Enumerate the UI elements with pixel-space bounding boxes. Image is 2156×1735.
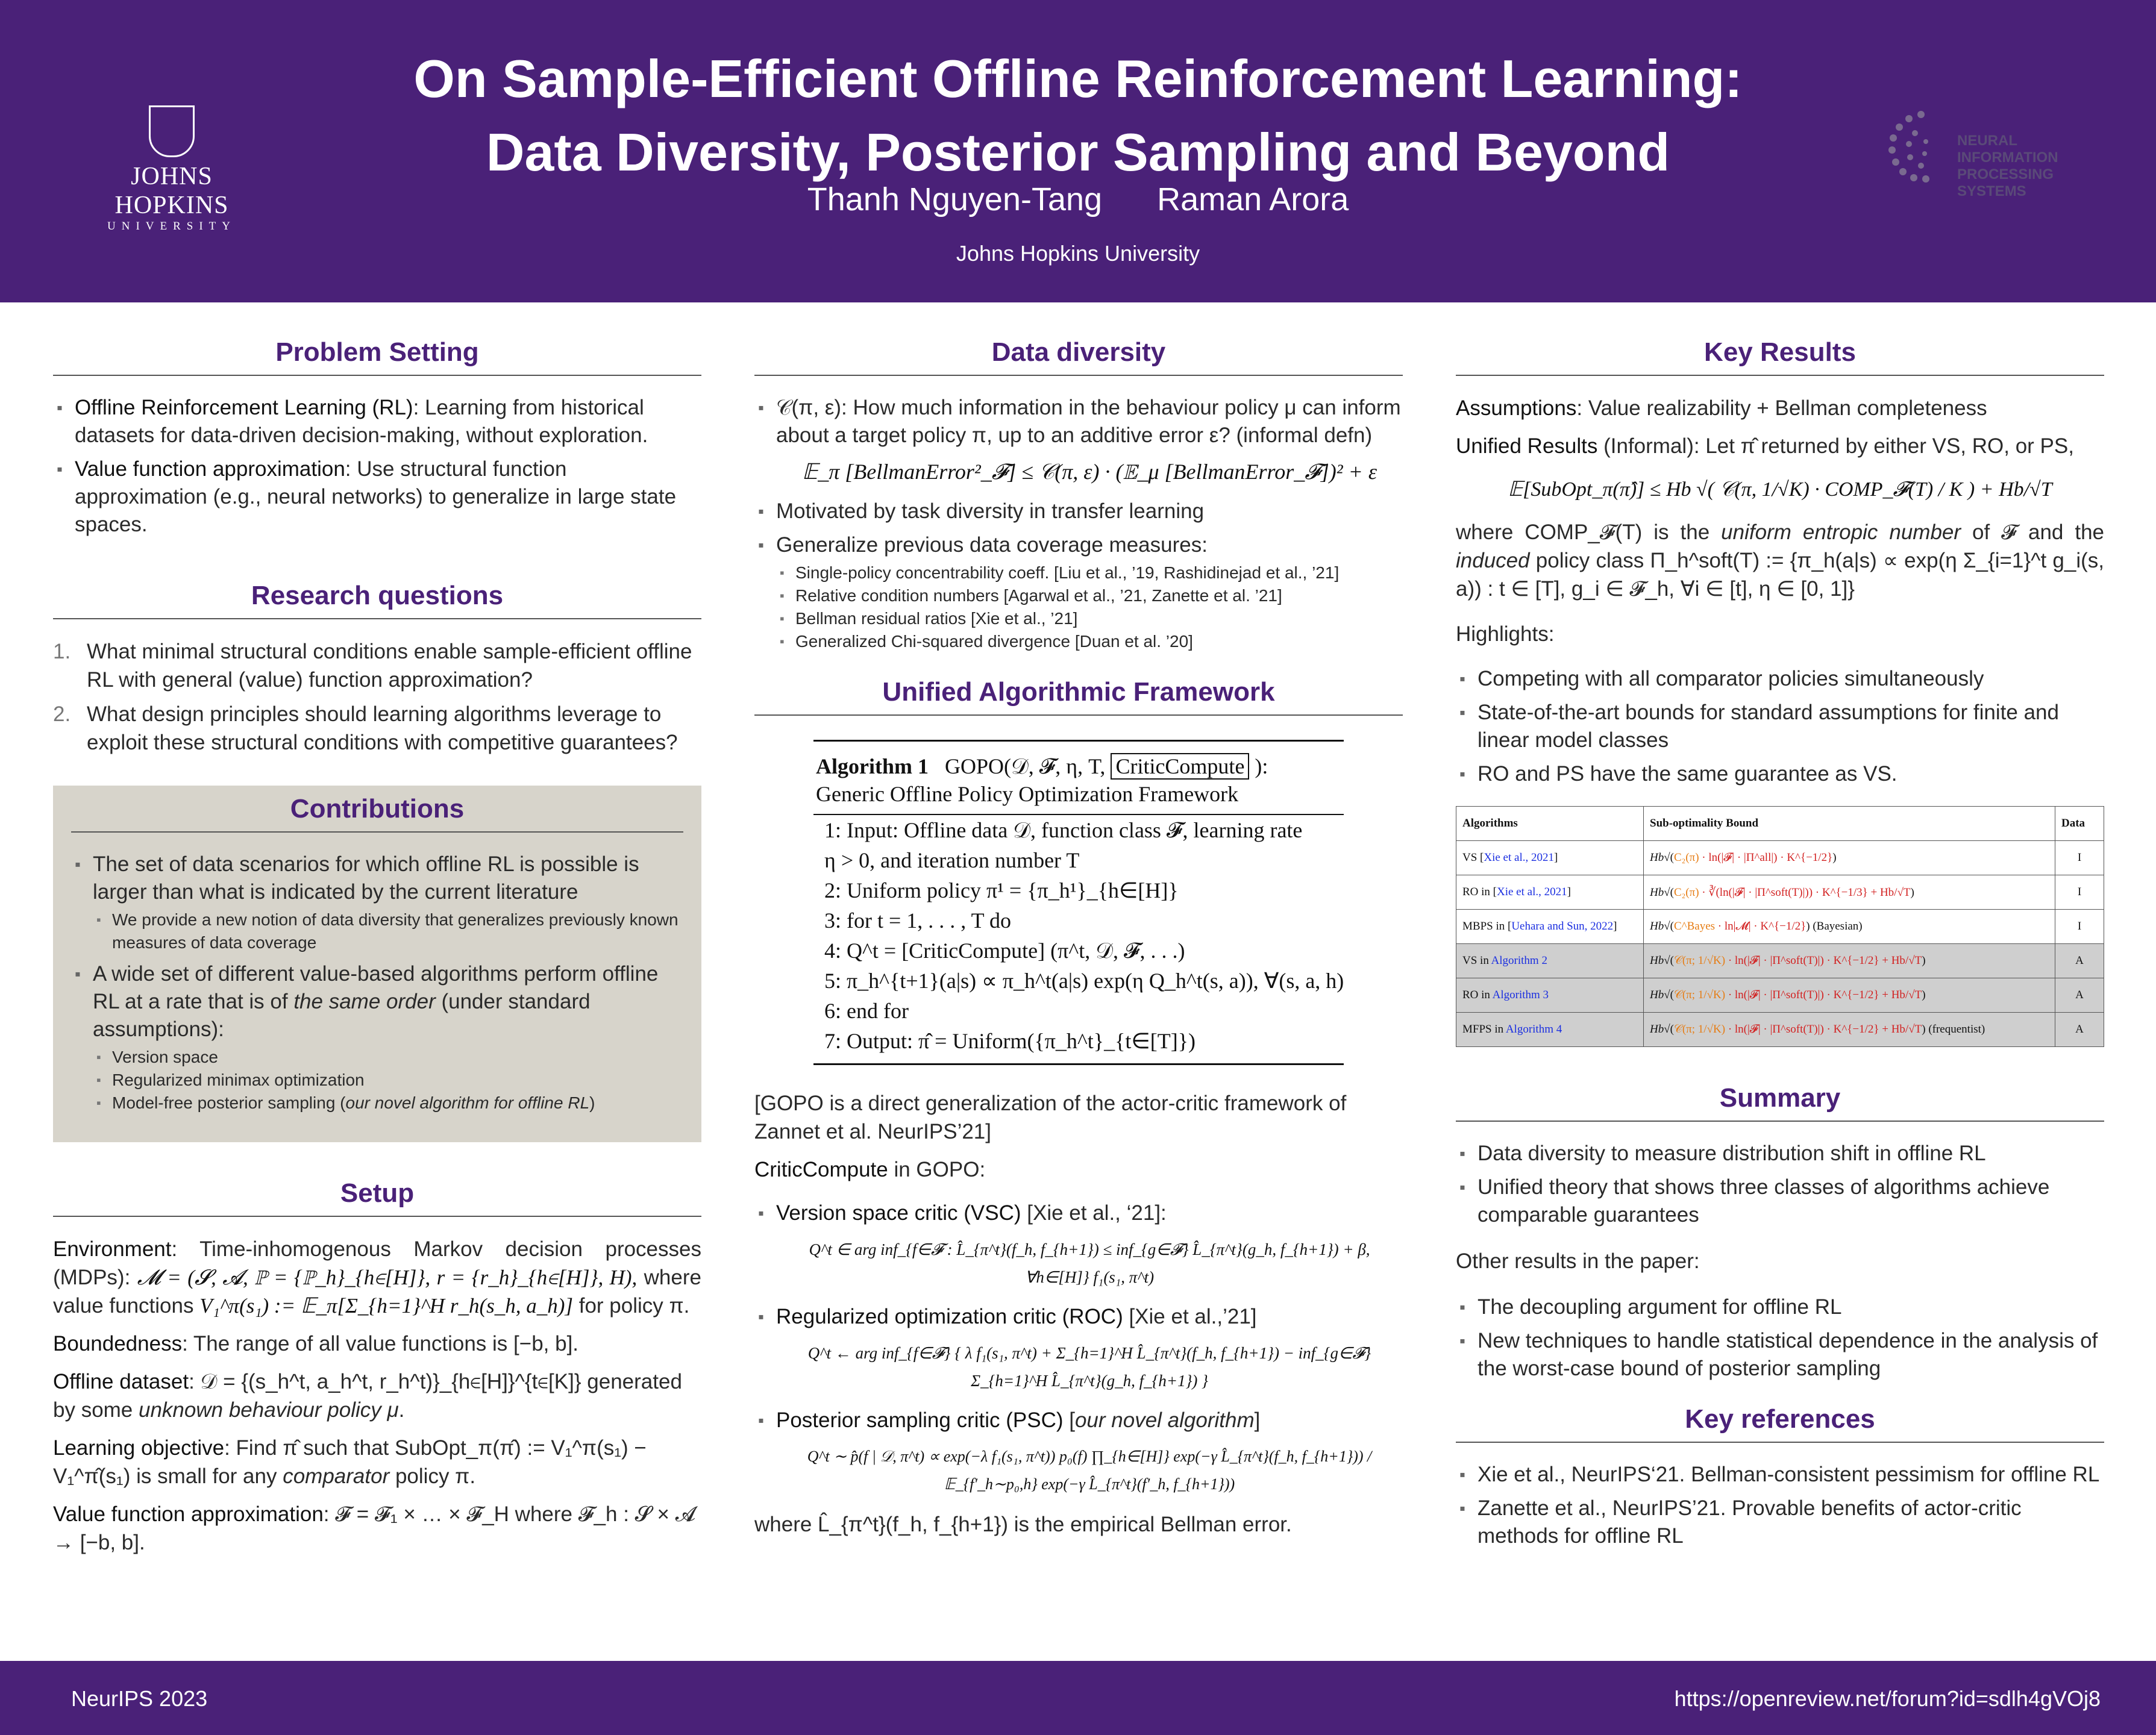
highlights-list (1456, 665, 2104, 788)
algorithm-signature: GOPO(𝒟, 𝓕, η, T, (944, 754, 1111, 778)
research-list (53, 637, 701, 757)
diversity-text: 𝒞(π, ε): How much information in the behaviour policy μ can inform about a target policy π, up to an additive error ε? (informal defn) (776, 396, 1401, 447)
column-2 (754, 337, 1403, 1548)
bound-extra: (frequentist) (1925, 1023, 1985, 1036)
algorithm-line: 6: end for (824, 999, 909, 1023)
citation-link[interactable]: Algorithm 3 (1492, 989, 1549, 1001)
algorithm-label: Algorithm 1 (816, 754, 929, 778)
title-line-1: On Sample-Efficient Offline Reinforcement Learning: (413, 49, 1743, 108)
table-row (1456, 841, 2104, 875)
author-2: Raman Arora (1157, 181, 1349, 217)
setup-boundedness (53, 1330, 701, 1358)
bound-coefficient: 𝒞(π; 1/√K) (1674, 954, 1726, 967)
table-cell-bound: Hb√(C^Bayes · ln|𝓜| · K^{−1/2}) (Bayesian) (1644, 910, 2055, 944)
jhu-logo-name: JOHNS HOPKINS (114, 163, 229, 219)
bound-term: · ∛(ln(|𝓕| · |Π^soft(T)|)) · K^{−1/3} + Hb/√T (1699, 886, 1911, 899)
bound-coefficient: C^Bayes (1674, 920, 1716, 933)
main-bound-formula: 𝔼[SubOpt_π(π̂)] ≤ Hb √( 𝒞(π, 1/√K) · COMP_𝓕(T) / K ) + Hb/√T (1508, 478, 2052, 501)
setup-math: V₁^π(s₁) := 𝔼_π[Σ_{h=1}^H r_h(s_h, a_h)] (199, 1294, 573, 1318)
empirical-bellman-note: where L̂_{π^t}(f_h, f_{h+1}) is the empirical Bellman error. (754, 1513, 1292, 1536)
setup-emphasis: comparator (283, 1465, 390, 1488)
highlight-item: ▪ Competing with all comparator policies simultaneously (1456, 665, 2104, 693)
critic-ref: our novel algorithm (1074, 1408, 1255, 1432)
algorithm-line: 5: π_h^{t+1}(a|s) ∝ π_h^t(a|s) exp(η Q_h^t(s, a)), ∀(s, a, h) (824, 969, 1344, 993)
conference-label: NeurIPS 2023 (71, 1686, 208, 1711)
critic-item (754, 1303, 1403, 1395)
diversity-text: Generalize previous data coverage measures: (776, 533, 1208, 557)
bound-coefficient: 𝒞(π; 1/√K) (1674, 1023, 1726, 1036)
diversity-formula: 𝔼_π [BellmanError²_𝓕] ≤ 𝒞(π, ε) · (𝔼_μ [BellmanError_𝓕])² + ε (801, 460, 1377, 484)
table-header: Data (2055, 807, 2104, 841)
highlights-label: Highlights: (1456, 622, 1555, 646)
reference-item: ▪ Zanette et al., NeurIPS’21. Provable benefits of actor-critic methods for offline RL (1456, 1495, 2104, 1550)
setup-dataset (53, 1368, 701, 1424)
table-row (1456, 910, 2104, 944)
critic-name: Version space critic (VSC) (776, 1201, 1021, 1225)
coverage-measure: ▪ Relative condition numbers [Agarwal et al., ’21, Zanette et al. ’21] (776, 584, 1403, 607)
comp-emphasis: uniform entropic number (1721, 520, 1961, 544)
neurips-line-2: PROCESSING SYSTEMS (1957, 166, 2054, 199)
research-item-text: What design principles should learning algorithms leverage to exploit these structural conditions with competitive guarantees? (87, 702, 678, 754)
problem-item (53, 394, 701, 449)
setup-key: Offline dataset (53, 1370, 189, 1393)
citation-link[interactable]: Uehara and Sun, 2022 (1511, 920, 1614, 933)
table-cell-algorithm (1456, 841, 1644, 875)
research-item (53, 700, 701, 757)
algorithm-name-end: ] (1567, 886, 1571, 898)
framework-heading: Unified Algorithmic Framework (754, 677, 1403, 716)
summary-list (1456, 1140, 2104, 1229)
comp-text: policy class Π_h^soft(T) := {π_h(a|s) ∝ exp(η Σ_{i=1}^t g_i(s, a)) : t ∈ [T], g_i ∈ 𝓕_h, ∀i ∈ [t], η ∈ [0, 1]} (1456, 549, 2104, 601)
coverage-measure: ▪ Generalized Chi-squared divergence [Duan et al. ’20] (776, 630, 1403, 653)
setup-key: Boundedness (53, 1332, 183, 1355)
problem-item (53, 455, 701, 539)
algorithm-name: MFPS in (1462, 1023, 1506, 1036)
table-cell-algorithm (1456, 944, 1644, 978)
contribution-text: A wide set of different value-based algorithms perform offline RL at a rate that is of (93, 962, 659, 1013)
comp-emphasis: induced (1456, 549, 1530, 572)
algorithm-line: 4: Q^t = [CriticCompute] (π^t, 𝒟, 𝓕, . . .) (824, 939, 1185, 963)
comp-text: of 𝓕 and the (1961, 520, 2105, 544)
setup-objective (53, 1434, 701, 1490)
algorithm-name: VS in (1462, 954, 1491, 967)
algorithm-name-end: ] (1553, 851, 1558, 864)
setup-heading: Setup (53, 1178, 701, 1217)
vsc-formula: Q^t ∈ arg inf_{f∈𝓕 : L̂_{π^t}(f_h, f_{h+1}) ≤ inf_{g∈𝓕} L̂_{π^t}(g_h, f_{h+1}) + β, ∀h∈[H]} f₁(s₁, π^t) (809, 1240, 1370, 1286)
diversity-item (754, 394, 1403, 486)
contribution-subitem: ▪ We provide a new notion of data diversity that generalizes previously known measures of data coverage (93, 908, 683, 954)
setup-text: : 𝓕 = 𝓕₁ × … × 𝓕_H where 𝓕_h : 𝓢 × 𝓐 → [−b, b]. (53, 1502, 696, 1554)
setup-text: : Time-inhomogenous Markov decision processes (MDPs): (53, 1237, 701, 1289)
table-row (1456, 1013, 2104, 1047)
table-cell-algorithm (1456, 1013, 1644, 1047)
contribution-subitem-end: ) (589, 1093, 595, 1112)
critic-compute-text: in GOPO: (888, 1158, 986, 1181)
bound-coefficient: C₂(π) (1674, 886, 1699, 899)
highlight-item: ▪ State-of-the-art bounds for standard assumptions for finite and linear model classes (1456, 699, 2104, 754)
algorithm-line: 7: Output: π̂ = Uniform({π_h^t}_{t∈[T]}) (824, 1029, 1196, 1053)
unified-results (1456, 432, 2104, 460)
setup-text: : 𝒟 = {(s_h^t, a_h^t, r_h^t)}_{h∈[H]}^{t∈[K]} generated by some (53, 1370, 682, 1422)
contribution-emphasis: the same order (293, 990, 436, 1013)
citation-link[interactable]: Algorithm 4 (1505, 1023, 1562, 1036)
contribution-text: The set of data scenarios for which offline RL is possible is larger than what is indicated by the current literature (93, 852, 639, 904)
other-results-list (1456, 1293, 2104, 1383)
citation-link[interactable]: Xie et al., 2021 (1497, 886, 1567, 898)
table-cell-bound: Hb√(𝒞(π; 1/√K) · ln(|𝓕| · |Π^soft(T)|) · K^{−1/2} + Hb/√T) (1644, 944, 2055, 978)
neurips-dots-icon (1879, 99, 1957, 196)
contribution-item (71, 960, 683, 1114)
comp-text: where COMP_𝓕(T) is the (1456, 520, 1722, 544)
setup-text: : Find π̂ such that SubOpt_π(π̂) := V₁^π(s₁) − V₁^π̂(s₁) is small for any (53, 1436, 647, 1488)
table-header: Sub-optimality Bound (1644, 807, 2055, 841)
algorithm-header (813, 748, 1344, 815)
table-cell-algorithm (1456, 910, 1644, 944)
contributions-list (71, 851, 683, 1114)
key-references-heading: Key references (1456, 1404, 2104, 1443)
setup-text: : The range of all value functions is [−b, b]. (182, 1332, 579, 1355)
setup-key: Learning objective (53, 1436, 225, 1460)
column-1 (53, 337, 701, 1566)
contribution-subitem (93, 1092, 683, 1114)
table-cell-bound: Hb√(𝒞(π; 1/√K) · ln(|𝓕| · |Π^soft(T)|) · K^{−1/2} + Hb/√T) (frequentist) (1644, 1013, 2055, 1047)
algorithm-name: VS [ (1462, 851, 1484, 864)
algorithm-line: η > 0, and iteration number T (824, 848, 1080, 872)
bound-term: · ln|𝓜| · K^{−1/2} (1715, 920, 1807, 933)
critic-list (754, 1199, 1403, 1498)
setup-environment (53, 1235, 701, 1320)
algorithm-name: MBPS in [ (1462, 920, 1512, 933)
poster-footer (0, 1661, 2156, 1735)
contribution-subitem-text: Model-free posterior sampling ( (112, 1093, 346, 1112)
diversity-item (754, 531, 1403, 653)
setup-math: 𝓜 = (𝓢, 𝓐, ℙ = {ℙ_h}_{h∈[H]}, r = {r_h}_{h∈[H]}, H), (137, 1266, 638, 1289)
psc-formula: Q^t ∼ p̂(f | 𝒟, π^t) ∝ exp(−λ f₁(s₁, π^t)) p₀(f) ∏_{h∈[H]} exp(−γ L̂_{π^t}(f_h, f_{h+1})) / 𝔼_{f′_h∼p₀,h} exp(−γ L̂_{π^t}(f′_h, f_{h+1})) (807, 1448, 1372, 1493)
column-3 (1456, 337, 2104, 1556)
critic-name: Regularized optimization critic (ROC) (776, 1305, 1123, 1328)
critic-item (754, 1199, 1403, 1291)
research-item (53, 637, 701, 694)
table-cell-data: A (2055, 944, 2104, 978)
critic-name: Posterior sampling critic (PSC) (776, 1408, 1064, 1432)
bound-extra: (Bayesian) (1810, 920, 1863, 933)
poster-title (0, 42, 2156, 189)
setup-emphasis: unknown behaviour policy μ (139, 1398, 399, 1422)
citation-link[interactable]: Algorithm 2 (1491, 954, 1547, 967)
bound-term: · ln(|𝓕| · |Π^soft(T)|) · K^{−1/2} + Hb/√T (1725, 954, 1922, 967)
contribution-subitem-emphasis: our novel algorithm for offline RL (345, 1093, 590, 1112)
setup-text: for policy π. (573, 1294, 690, 1318)
critic-compute-box: CriticCompute (1111, 753, 1249, 780)
table-header: Algorithms (1456, 807, 1644, 841)
table-row (1456, 944, 2104, 978)
authors (0, 181, 2156, 218)
algorithm-subtitle: Generic Offline Policy Optimization Framework (816, 782, 1239, 806)
reference-item: ▪ Xie et al., NeurIPS‘21. Bellman-consistent pessimism for offline RL (1456, 1461, 2104, 1489)
other-result-item: ▪ The decoupling argument for offline RL (1456, 1293, 2104, 1321)
contributions-box (53, 786, 701, 1142)
algorithm-name-end: ] (1613, 920, 1617, 933)
problem-list (53, 394, 701, 539)
setup-vfa (53, 1500, 701, 1557)
highlight-item: ▪ RO and PS have the same guarantee as VS. (1456, 760, 2104, 788)
jhu-logo-sub: UNIVERSITY (107, 220, 236, 233)
table-row (1456, 978, 2104, 1013)
setup-text: . (398, 1398, 405, 1422)
other-result-item: ▪ New techniques to handle statistical dependence in the analysis of the worst-case bound of posterior sampling (1456, 1327, 2104, 1383)
problem-item-key: Value function approximation (75, 457, 345, 481)
summary-item: ▪ Unified theory that shows three classes of algorithms achieve comparable guarantees (1456, 1174, 2104, 1229)
table-cell-algorithm (1456, 978, 1644, 1013)
setup-text: where value functions (53, 1266, 701, 1318)
poster-header (0, 0, 2156, 302)
contribution-item (71, 851, 683, 954)
unified-results-text: (Informal): Let π̂ returned by either VS, RO, or PS, (1597, 434, 2074, 458)
roc-formula: Q^t ← arg inf_{f∈𝓕} { λ f₁(s₁, π^t) + Σ_{h=1}^H L̂_{π^t}(f_h, f_{h+1}) − inf_{g∈𝓕} Σ_{h=1}^H L̂_{π^t}(g_h, f_{h+1}) } (807, 1344, 1371, 1390)
table-row (1456, 875, 2104, 910)
comp-definition (1456, 518, 2104, 603)
critic-compute-key: CriticCompute (754, 1158, 888, 1181)
openreview-link[interactable]: https://openreview.net/forum?id=sdlh4gVOj8 (1674, 1686, 2101, 1711)
key-results-heading: Key Results (1456, 337, 2104, 376)
bound-term: · ln(|𝓕| · |Π^soft(T)|) · K^{−1/2} + Hb/√T (1725, 1023, 1922, 1036)
setup-key: Environment (53, 1237, 172, 1261)
assumptions (1456, 394, 2104, 422)
problem-item-text: : Learning from historical datasets for data-driven decision-making, without exploration. (75, 396, 648, 447)
assumptions-text: : Value realizability + Bellman completeness (1576, 396, 1987, 420)
research-item-text: What minimal structural conditions enable sample-efficient offline RL with general (value) function approximation? (87, 640, 692, 692)
bound-term: · ln(|𝓕| · |Π^all|) · K^{−1/2} (1699, 851, 1833, 864)
algorithm-name: RO in [ (1462, 886, 1497, 898)
algorithm-line: 1: Input: Offline data 𝒟, function class 𝓕, learning rate (824, 818, 1303, 842)
algorithm-name: RO in (1462, 989, 1493, 1001)
table-cell-bound: Hb√(C₂(π) · ∛(ln(|𝓕| · |Π^soft(T)|)) · K^{−1/3} + Hb/√T) (1644, 875, 2055, 910)
neurips-logo (1879, 99, 2108, 199)
author-1: Thanh Nguyen-Tang (807, 181, 1103, 217)
contribution-text-end: (under standard assumptions): (93, 990, 591, 1041)
research-item-number: 2. (53, 702, 71, 726)
contribution-subitem: ▪ Version space (93, 1046, 683, 1069)
table-cell-bound: Hb√(C₂(π) · ln(|𝓕| · |Π^all|) · K^{−1/2}) (1644, 841, 2055, 875)
bound-coefficient: C₂(π) (1674, 851, 1699, 864)
diversity-list (754, 394, 1403, 653)
other-results-label: Other results in the paper: (1456, 1249, 1700, 1273)
problem-item-text: : Use structural function approximation (e.g., neural networks) to generalize in large state spaces. (75, 457, 677, 536)
setup-key: Value function approximation (53, 1502, 324, 1526)
title-line-2: Data Diversity, Posterior Sampling and Beyond (486, 122, 1670, 182)
setup-text: policy π. (389, 1465, 476, 1488)
diversity-item: ▪ Motivated by task diversity in transfer learning (754, 498, 1403, 525)
table-cell-data: A (2055, 978, 2104, 1013)
assumptions-key: Assumptions (1456, 396, 1577, 420)
references-list (1456, 1461, 2104, 1550)
critic-item: ▪ Posterior sampling critic (PSC) [our novel algorithm] Q^t ∼ p̂(f | 𝒟, π^t) ∝ exp(−λ f₁(s₁, π^t)) p₀(f) ∏_{h∈[H]} exp(−γ L̂_{π^t}(f_h, f_{h+1})) / 𝔼_{f′_h∼p₀,h} exp(−γ L̂_{π^t}(f′_h, f_{h+1})) (754, 1407, 1403, 1498)
results-table (1456, 806, 2104, 1047)
affiliation: Johns Hopkins University (956, 241, 1200, 266)
bound-term: · ln(|𝓕| · |Π^soft(T)|) · K^{−1/2} + Hb/√T (1725, 989, 1922, 1001)
gopo-note: [GOPO is a direct generalization of the actor-critic framework of Zannet et al. NeurIPS’21] (754, 1092, 1347, 1143)
data-diversity-heading: Data diversity (754, 337, 1403, 376)
algorithm-line: 3: for t = 1, . . . , T do (824, 908, 1011, 933)
problem-setting-heading: Problem Setting (53, 337, 701, 376)
contributions-heading: Contributions (71, 794, 683, 833)
research-questions-heading: Research questions (53, 581, 701, 619)
table-cell-data: I (2055, 910, 2104, 944)
summary-item: ▪ Data diversity to measure distribution shift in offline RL (1456, 1140, 2104, 1168)
bound-coefficient: 𝒞(π; 1/√K) (1674, 989, 1726, 1001)
algorithm-line: 2: Uniform policy π¹ = {π_h¹}_{h∈[H]} (824, 878, 1179, 902)
citation-link[interactable]: Xie et al., 2021 (1484, 851, 1554, 864)
neurips-line-1: NEURAL INFORMATION (1957, 133, 2058, 166)
unified-results-key: Unified Results (1456, 434, 1598, 458)
critic-compute-intro (754, 1155, 1403, 1184)
table-cell-data: A (2055, 1013, 2104, 1047)
summary-heading: Summary (1456, 1083, 2104, 1122)
neurips-logo-text (1957, 133, 2108, 200)
algorithm-signature-end: ): (1249, 754, 1268, 778)
critic-ref: [Xie et al.,’21] (1123, 1305, 1257, 1328)
algorithm-box (813, 740, 1344, 1065)
table-cell-bound: Hb√(𝒞(π; 1/√K) · ln(|𝓕| · |Π^soft(T)|) · K^{−1/2} + Hb/√T) (1644, 978, 2055, 1013)
table-cell-algorithm (1456, 875, 1644, 910)
critic-ref: [Xie et al., ‘21]: (1021, 1201, 1167, 1225)
research-item-number: 1. (53, 640, 71, 663)
table-cell-data: I (2055, 841, 2104, 875)
table-header-row (1456, 807, 2104, 841)
coverage-measure: ▪ Single-policy concentrability coeff. [Liu et al., ’19, Rashidinejad et al., ’21] (776, 561, 1403, 584)
contribution-subitem: ▪ Regularized minimax optimization (93, 1069, 683, 1092)
problem-item-key: Offline Reinforcement Learning (RL) (75, 396, 413, 419)
table-cell-data: I (2055, 875, 2104, 910)
coverage-measure: ▪ Bellman residual ratios [Xie et al., ’21] (776, 607, 1403, 630)
